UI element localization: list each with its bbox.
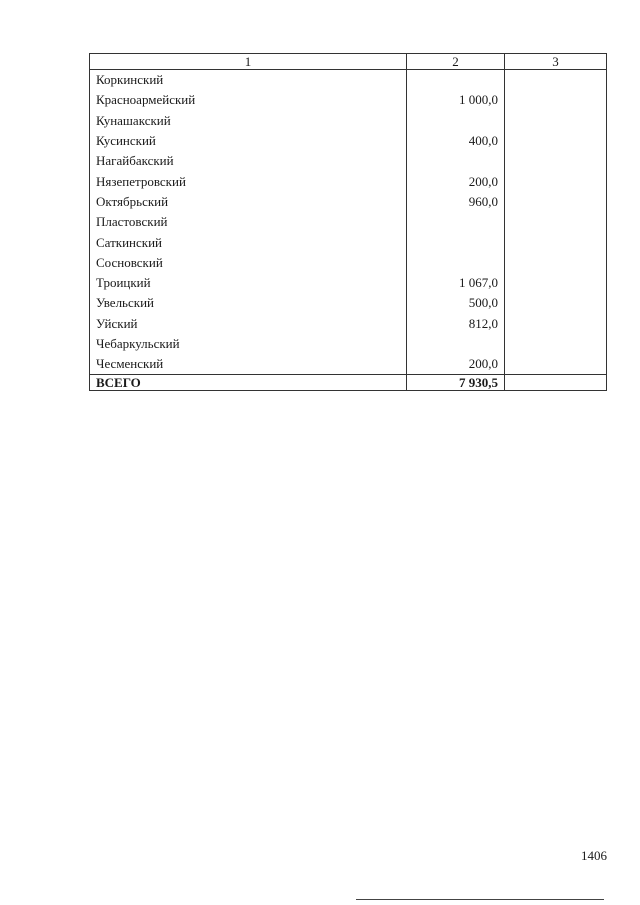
district-name: Уйский	[90, 314, 407, 334]
table-row	[90, 334, 607, 354]
district-name: Кусинский	[90, 131, 407, 151]
district-value: 500,0	[407, 293, 505, 313]
district-col3	[505, 212, 607, 232]
table-row	[90, 293, 607, 313]
district-value: 400,0	[407, 131, 505, 151]
table-row	[90, 90, 607, 110]
bottom-rule	[356, 899, 604, 900]
page-number: 1406	[581, 848, 607, 863]
table-row	[90, 171, 607, 191]
table-row	[90, 232, 607, 252]
total-value: 7 930,5	[407, 375, 505, 391]
district-name: Увельский	[90, 293, 407, 313]
table-row	[90, 151, 607, 171]
district-value: 812,0	[407, 314, 505, 334]
district-col3	[505, 293, 607, 313]
district-name: Пластовский	[90, 212, 407, 232]
district-name: Чебаркульский	[90, 334, 407, 354]
column-header-2: 2	[407, 54, 505, 70]
column-header-3: 3	[505, 54, 607, 70]
district-col3	[505, 334, 607, 354]
district-value	[407, 111, 505, 131]
district-col3	[505, 253, 607, 273]
total-label: ВСЕГО	[90, 375, 407, 391]
district-col3	[505, 151, 607, 171]
table-row	[90, 314, 607, 334]
district-col3	[505, 111, 607, 131]
district-name: Саткинский	[90, 232, 407, 252]
district-name: Чесменский	[90, 354, 407, 375]
district-value	[407, 151, 505, 171]
district-col3	[505, 273, 607, 293]
table-row	[90, 253, 607, 273]
table-row	[90, 111, 607, 131]
district-name: Кунашакский	[90, 111, 407, 131]
district-value: 200,0	[407, 171, 505, 191]
district-col3	[505, 354, 607, 375]
district-value: 960,0	[407, 192, 505, 212]
district-name: Коркинский	[90, 70, 407, 91]
district-col3	[505, 171, 607, 191]
table-row	[90, 273, 607, 293]
table-header-row	[90, 54, 607, 70]
district-value: 1 000,0	[407, 90, 505, 110]
table-row	[90, 70, 607, 91]
table-body	[90, 70, 607, 391]
table-row	[90, 131, 607, 151]
district-name: Нязепетровский	[90, 171, 407, 191]
district-col3	[505, 232, 607, 252]
district-value	[407, 212, 505, 232]
district-value	[407, 232, 505, 252]
district-value: 1 067,0	[407, 273, 505, 293]
column-header-1: 1	[90, 54, 407, 70]
district-col3	[505, 192, 607, 212]
district-col3	[505, 90, 607, 110]
district-col3	[505, 131, 607, 151]
district-name: Красноармейский	[90, 90, 407, 110]
total-row	[90, 375, 607, 391]
table-row	[90, 192, 607, 212]
district-name: Сосновский	[90, 253, 407, 273]
district-value	[407, 70, 505, 91]
district-name: Октябрьский	[90, 192, 407, 212]
district-name: Нагайбакский	[90, 151, 407, 171]
total-col3	[505, 375, 607, 391]
district-value	[407, 253, 505, 273]
district-col3	[505, 70, 607, 91]
table-row	[90, 212, 607, 232]
district-col3	[505, 314, 607, 334]
district-value: 200,0	[407, 354, 505, 375]
district-name: Троицкий	[90, 273, 407, 293]
district-value	[407, 334, 505, 354]
allocation-table	[89, 53, 607, 391]
table-row	[90, 354, 607, 375]
